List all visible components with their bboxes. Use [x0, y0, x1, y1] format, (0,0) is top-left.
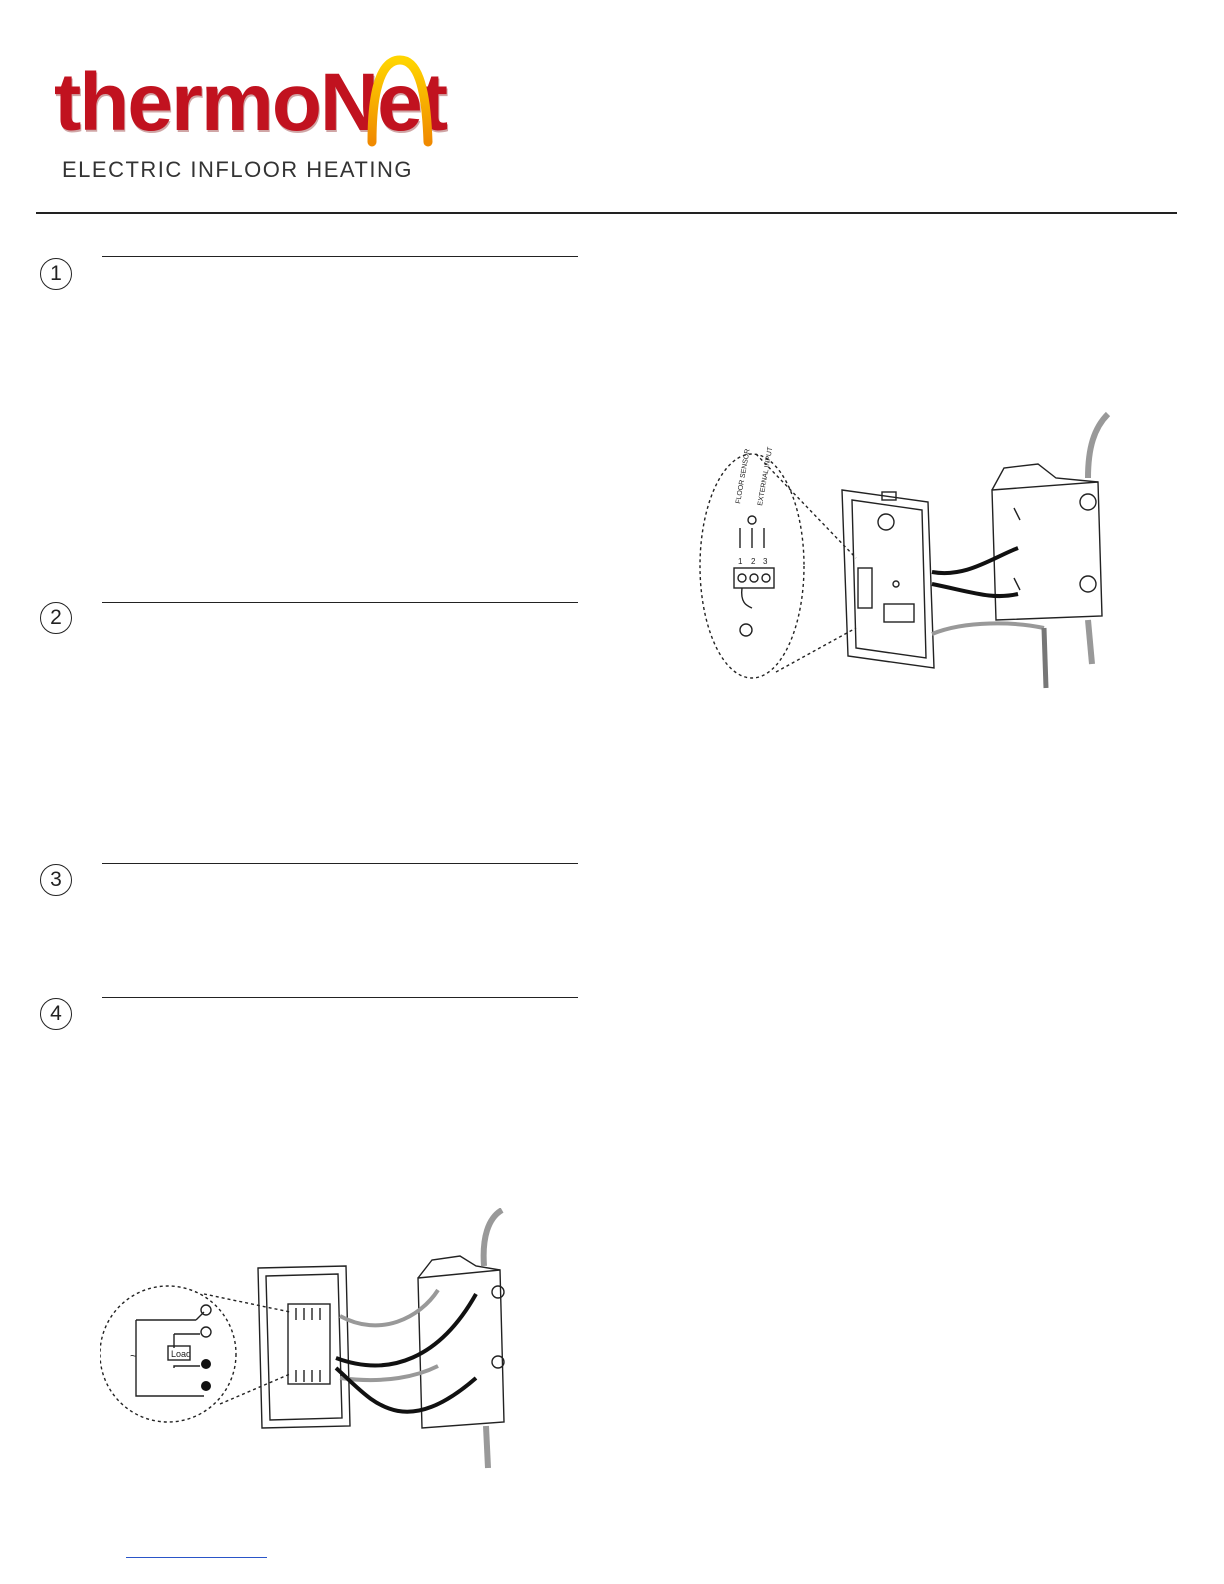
step-3-rule: [102, 863, 578, 864]
step-4-marker: 4: [40, 998, 72, 1030]
terminal-1-label: 1: [738, 557, 743, 566]
logo-wordmark: thermoNet: [54, 57, 447, 148]
external-input-label: EXTERNAL INPUT: [757, 446, 775, 507]
floor-sensor-label: FLOOR SENSOR: [735, 448, 752, 505]
power-wiring-diagram: [100, 1208, 520, 1474]
sensor-wiring-diagram: [696, 408, 1126, 708]
logo-flame-arc: [54, 52, 447, 162]
sensor-zoom-callout: [700, 454, 804, 678]
step-1-marker: 1: [40, 258, 72, 290]
footer-link-underline[interactable]: [126, 1557, 267, 1558]
sensor-terminal-block: [734, 568, 774, 588]
ac-source-symbol: ~: [130, 1349, 138, 1363]
terminal-3-label: 3: [763, 557, 768, 566]
step-3-marker: 3: [40, 864, 72, 896]
thermostat-back-plate: [258, 1266, 350, 1428]
sensor-terminal-labels: [735, 446, 774, 566]
header-divider: [36, 212, 1177, 214]
step-4-rule: [102, 997, 578, 998]
terminal-2-label: 2: [751, 557, 756, 566]
step-1-rule: [102, 256, 578, 257]
step-2-rule: [102, 602, 578, 603]
load-label: Load: [171, 1349, 192, 1359]
step-2-marker: 2: [40, 602, 72, 634]
logo-tagline: ELECTRIC INFLOOR HEATING: [62, 157, 413, 182]
